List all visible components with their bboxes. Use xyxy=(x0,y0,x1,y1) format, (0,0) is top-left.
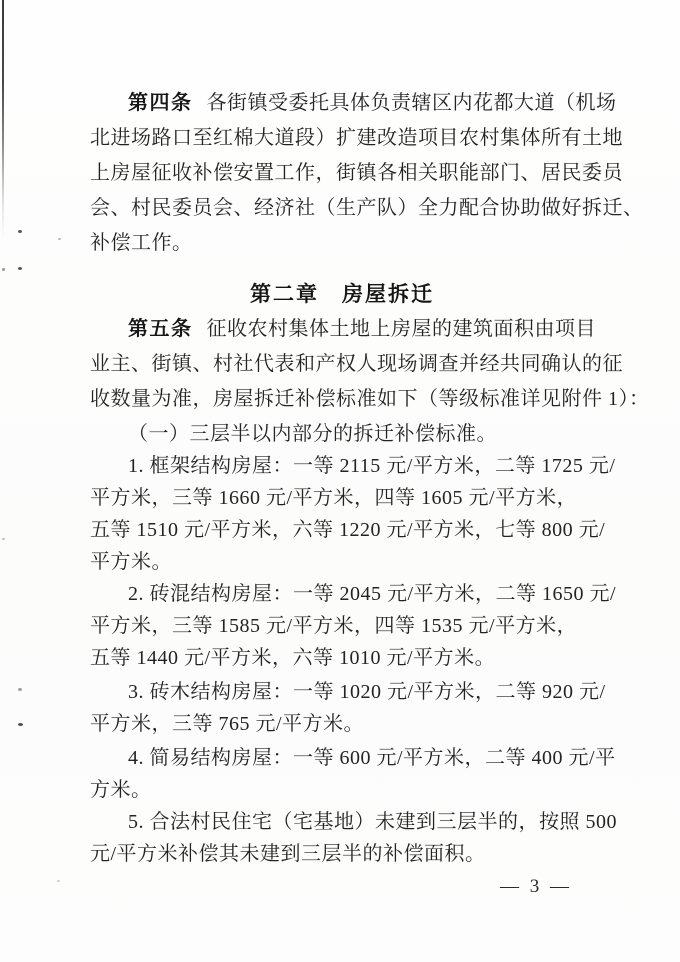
item-line: 五等 1440 元/平方米，六等 1010 元/平方米。 xyxy=(90,647,496,669)
compensation-item-1 xyxy=(90,450,616,578)
paragraph-article-5 xyxy=(90,312,650,417)
paragraph-line: 业主、街镇、村社代表和产权人现场调查并经共同确认的征 xyxy=(90,353,623,375)
paragraph-line: 上房屋征收补偿安置工作，街镇各相关职能部门、居民委员 xyxy=(90,162,623,184)
paragraph-line: 补偿工作。 xyxy=(90,232,193,254)
scan-artifact-speck xyxy=(18,688,22,691)
compensation-item-3 xyxy=(90,676,606,740)
scan-artifact-speck xyxy=(58,238,61,240)
item-line: 3. 砖木结构房屋：一等 1020 元/平方米，二等 920 元/ xyxy=(128,681,606,703)
item-line: 元/平方米补偿其未建到三层半的补偿面积。 xyxy=(90,843,486,865)
paragraph-text: 征收农村集体土地上房屋的建筑面积由项目 xyxy=(206,318,596,340)
section-1-title-block xyxy=(90,417,594,452)
paragraph-line: 北进场路口至红棉大道段）扩建改造项目农村集体所有土地 xyxy=(90,127,623,149)
scan-artifact-speck xyxy=(2,538,5,540)
paragraph-text: 各街镇受委托具体负责辖区内花都大道（机场 xyxy=(206,92,617,114)
scan-artifact-speck xyxy=(18,267,22,270)
scan-artifact-line xyxy=(2,0,4,238)
article-5-label: 第五条 xyxy=(128,318,193,340)
chapter-heading: 第二章 房屋拆迁 xyxy=(250,283,434,306)
paragraph-line: 会、村民委员会、经济社（生产队）全力配合协助做好拆迁、 xyxy=(90,197,644,219)
paragraph-line xyxy=(90,312,594,347)
compensation-item-2 xyxy=(90,578,617,674)
item-line: 方米。 xyxy=(90,779,152,801)
page-number: — 3 — xyxy=(500,876,572,897)
item-line: 五等 1510 元/平方米，六等 1220 元/平方米，七等 800 元/ xyxy=(90,519,606,541)
paragraph-line: 收数量为准，房屋拆迁补偿标准如下（等级标准详见附件 1）： xyxy=(90,388,650,410)
section-1-title: （一）三层半以内部分的拆迁补偿标准。 xyxy=(128,423,497,445)
item-line: 平方米，三等 1585 元/平方米，四等 1535 元/平方米， xyxy=(90,615,578,637)
item-line: 5. 合法村民住宅（宅基地）未建到三层半的，按照 500 xyxy=(128,811,617,833)
item-line: 1. 框架结构房屋：一等 2115 元/平方米，二等 1725 元/ xyxy=(128,455,616,477)
paragraph-line xyxy=(90,86,617,121)
item-line: 平方米，三等 765 元/平方米。 xyxy=(90,713,365,735)
item-line: 4. 简易结构房屋：一等 600 元/平方米，二等 400 元/平 xyxy=(128,747,616,769)
item-line: 平方米，三等 1660 元/平方米，四等 1605 元/平方米， xyxy=(90,487,578,509)
item-line: 2. 砖混结构房屋：一等 2045 元/平方米，二等 1650 元/ xyxy=(128,583,617,605)
item-line: 平方米。 xyxy=(90,551,172,573)
compensation-item-5 xyxy=(90,806,617,870)
compensation-item-4 xyxy=(90,742,616,806)
scan-artifact-speck xyxy=(2,268,5,271)
article-4-label: 第四条 xyxy=(128,92,193,114)
scan-artifact-speck xyxy=(18,230,22,233)
scan-artifact-speck xyxy=(18,723,23,726)
paragraph-article-4 xyxy=(90,86,644,261)
